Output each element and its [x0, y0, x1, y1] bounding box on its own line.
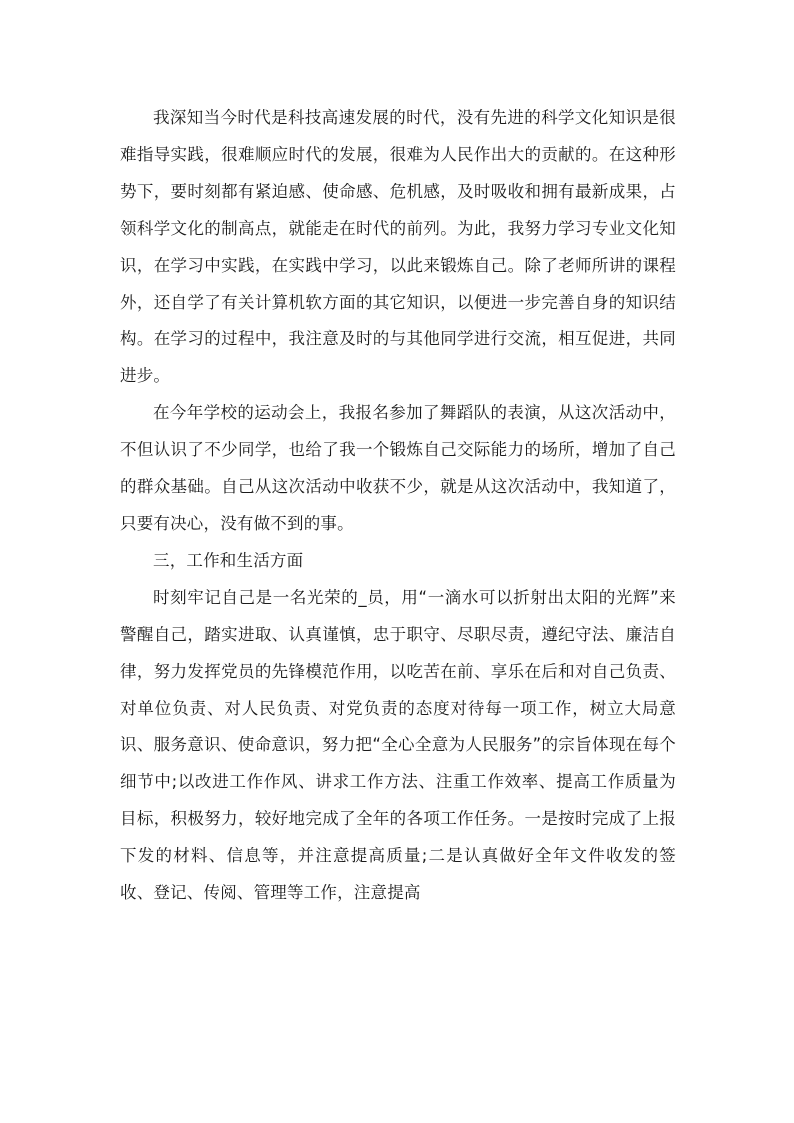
paragraph-study-knowledge: 我深知当今时代是科技高速发展的时代，没有先进的科学文化知识是很难指导实践，很难顺应时代的发展，很难为人民作出大的贡献的。在这种形势下，要时刻都有紧迫感、使命感、危机感，及时吸收和拥有最新成果，占领科学文化的制高点，就能走在时代的前列。为此，我努力学习专业文化知识，在学习中实践，在实践中学习，以此来锻炼自己。除了老师所讲的课程外，还自学了有关计算机软方面的其它知识，以便进一步完善自身的知识结构。在学习的过程中，我注意及时的与其他同学进行交流，相互促进，共同进步。	[120, 108, 676, 386]
paragraph-sports-meeting: 在今年学校的运动会上，我报名参加了舞蹈队的表演，从这次活动中，不但认识了不少同学，也给了我一个锻炼自己交际能力的场所，增加了自己的群众基础。自己从这次活动中收获不少，就是从这次活动中，我知道了，只要有决心，没有做不到的事。	[120, 403, 676, 533]
section-heading-work-life: 三，工作和生活方面	[153, 550, 304, 570]
paragraph-work-attitude: 时刻牢记自己是一名光荣的_员，用“一滴水可以折射出太阳的光辉”来警醒自己，踏实进取、认真谨慎，忠于职守、尽职尽责，遵纪守法、廉洁自律，努力发挥党员的先锋模范作用，以吃苦在前、享乐在后和对自己负责、对单位负责、对人民负责、对党负责的态度对待每一项工作，树立大局意识、服务意识、使命意识，努力把“全心全意为人民服务”的宗旨体现在每个细节中;以改进工作作风、讲求工作方法、注重工作效率、提高工作质量为目标，积极努力，较好地完成了全年的各项工作任务。一是按时完成了上报下发的材料、信息等，并注意提高质量;二是认真做好全年文件收发的签收、登记、传阅、管理等工作，注意提高	[120, 587, 676, 903]
document-body	[120, 100, 676, 912]
